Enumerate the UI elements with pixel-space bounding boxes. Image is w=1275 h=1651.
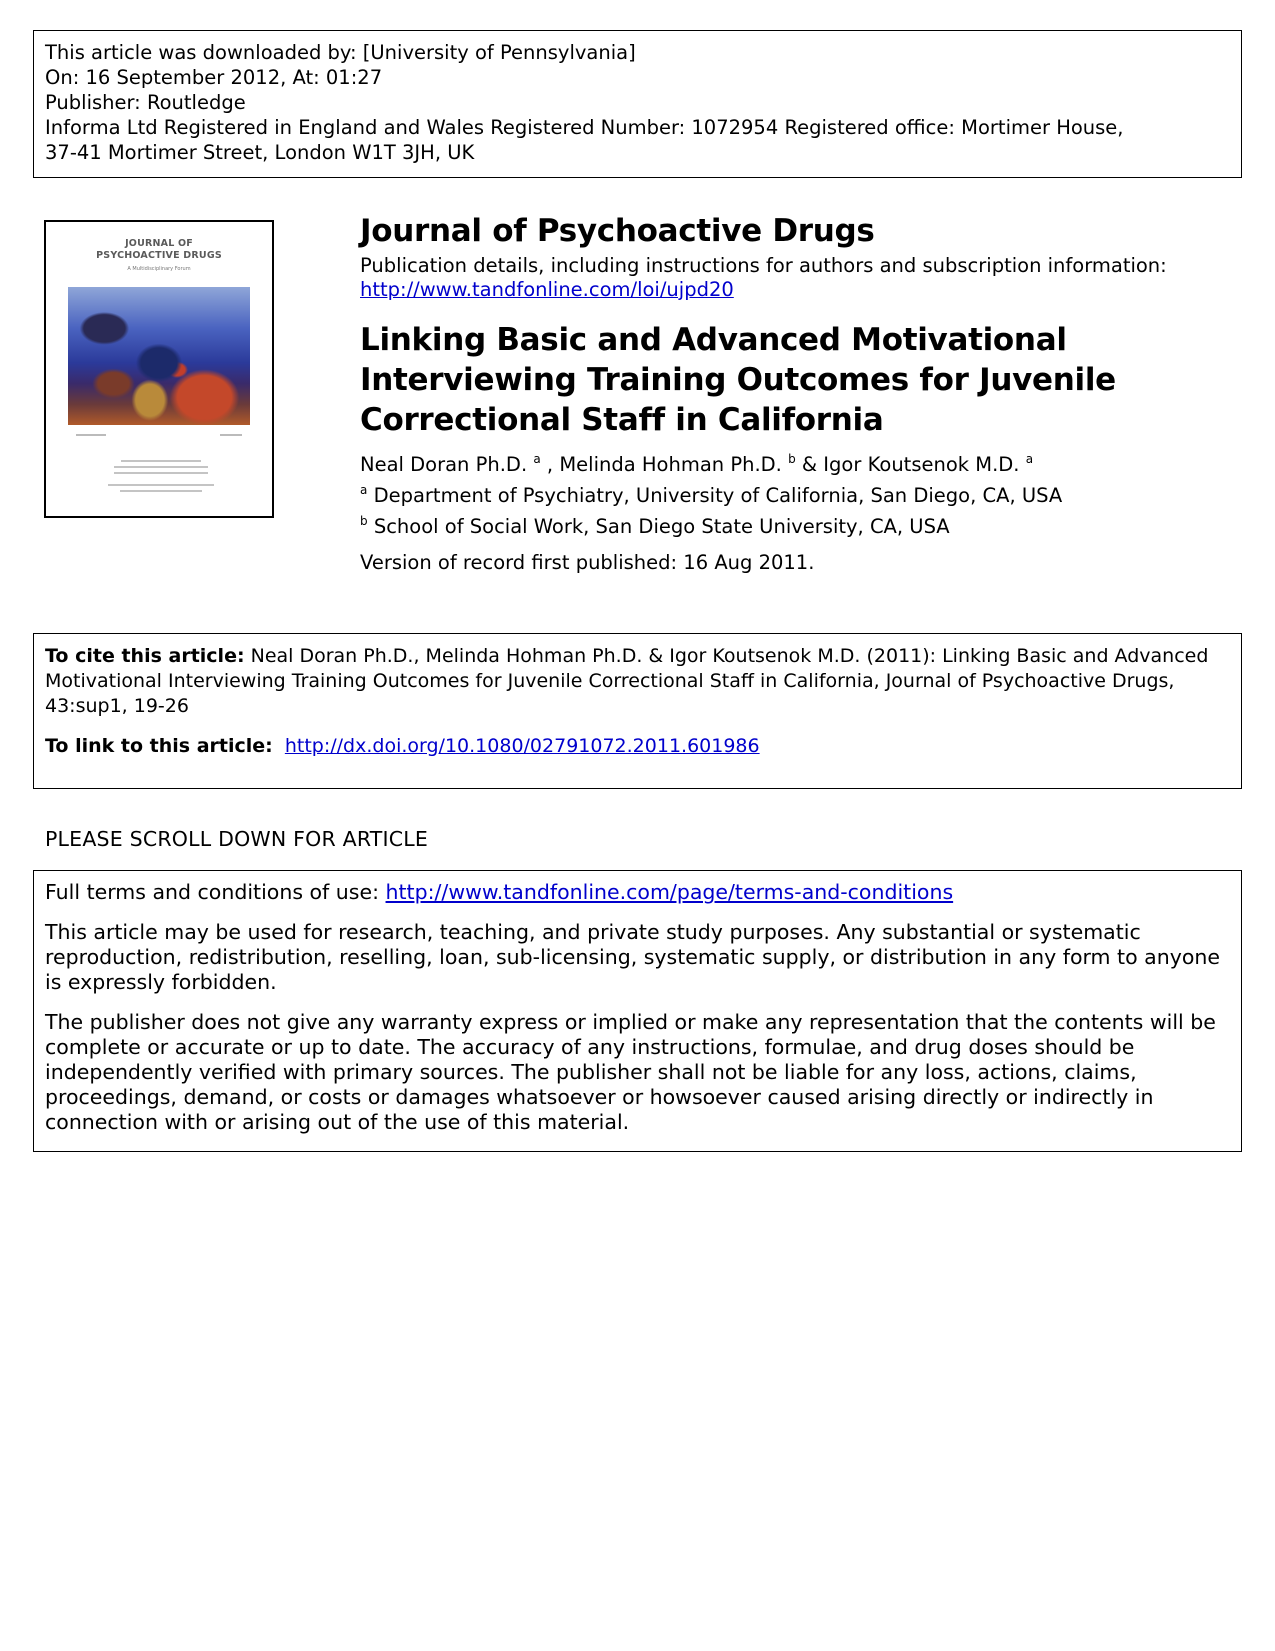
affiliation-text: School of Social Work, San Diego State University, CA, USA: [373, 515, 950, 538]
cover-publisher-mark: [108, 484, 214, 486]
author-name: Igor Koutsenok M.D.: [823, 453, 1020, 476]
cite-label: To cite this article:: [45, 645, 245, 667]
citation-box: [33, 633, 1242, 789]
affiliation-b: [360, 509, 950, 539]
journal-cover-image: [44, 220, 274, 518]
cover-title: [46, 238, 272, 262]
author-list: [360, 447, 1033, 477]
publisher: Publisher: Routledge: [45, 91, 246, 114]
cover-artwork: [68, 287, 250, 425]
download-info-box: [33, 30, 1242, 178]
terms-paragraph-usage: This article may be used for research, teaching, and private study purposes. Any substantial or systematic reproduction, redistribution, reselling, loan, sub-licensing, systematic supply, or distribution in any form to anyone is expressly forbidden.: [45, 920, 1220, 994]
affiliation-mark: b: [360, 514, 368, 528]
downloaded-by: This article was downloaded by: [University of Pennsylvania]: [45, 41, 636, 64]
affiliation-text: Department of Psychiatry, University of California, San Diego, CA, USA: [373, 484, 1063, 507]
affiliation-mark: a: [360, 483, 368, 497]
publication-details: Publication details, including instructions for authors and subscription information:: [360, 254, 1167, 277]
doi-link[interactable]: http://dx.doi.org/10.1080/02791072.2011.601986: [284, 735, 760, 757]
affiliation-mark: a: [1025, 452, 1034, 466]
cover-title-line1: JOURNAL OF: [125, 238, 193, 249]
article-title: Linking Basic and Advanced Motivational Interviewing Training Outcomes for Juvenile Correctional Staff in California: [360, 322, 1116, 438]
version-of-record: Version of record first published: 16 Aug 2011.: [360, 551, 815, 574]
terms-label: Full terms and conditions of use:: [45, 880, 379, 904]
author-name: Neal Doran Ph.D.: [360, 453, 528, 476]
affiliation-a: [360, 478, 1062, 508]
cover-subtitle: A Multidisciplinary Forum: [127, 266, 191, 272]
cite-text: Neal Doran Ph.D., Melinda Hohman Ph.D. & Igor Koutsenok M.D. (2011): Linking Basic and Advanced Motivational Interviewing Training Outcomes for Juvenile Correctional Staff in California, Journal of Psychoactive Drugs, 43:sup1, 19-26: [45, 645, 1209, 717]
affiliation-mark: b: [788, 452, 796, 466]
journal-link[interactable]: http://www.tandfonline.com/loi/ujpd20: [360, 278, 734, 301]
affiliation-mark: a: [533, 452, 541, 466]
citation: [45, 644, 1230, 719]
registered-info-2: 37-41 Mortimer Street, London W1T 3JH, UK: [45, 141, 475, 164]
terms-paragraph-disclaimer: The publisher does not give any warranty express or implied or make any representation that the contents will be complete or accurate or up to date. The accuracy of any instructions, formulae, and drug doses should be independently verified with primary sources. The publisher shall not be liable for any loss, actions, claims, proceedings, demand, or costs or damages whatsoever or howsoever caused arising directly or indirectly in connection with or arising out of the use of this material.: [45, 1010, 1216, 1134]
author-separator: ,: [540, 453, 560, 476]
cover-publisher-mark: [120, 490, 202, 492]
registered-info-1: Informa Ltd Registered in England and Wales Registered Number: 1072954 Registered office: Mortimer House,: [45, 116, 1124, 139]
cover-editor-mark: [114, 466, 208, 468]
scroll-down-note: PLEASE SCROLL DOWN FOR ARTICLE: [45, 827, 429, 851]
journal-title: Journal of Psychoactive Drugs: [360, 213, 875, 249]
cover-date-mark: [220, 434, 242, 436]
cover-title-line2: PSYCHOACTIVE DRUGS: [96, 250, 222, 261]
terms-line: [45, 880, 1230, 905]
cover-volume-mark: [76, 434, 106, 436]
download-date: On: 16 September 2012, At: 01:27: [45, 66, 383, 89]
link-label: To link to this article:: [45, 735, 273, 757]
terms-link[interactable]: http://www.tandfonline.com/page/terms-and-conditions: [385, 880, 954, 904]
cover-editor-mark: [114, 472, 208, 474]
cover-editor-mark: [121, 460, 201, 462]
article-link-line: [45, 734, 1230, 759]
terms-box: [33, 870, 1242, 1152]
author-name: Melinda Hohman Ph.D.: [559, 453, 782, 476]
author-separator: &: [795, 453, 824, 476]
